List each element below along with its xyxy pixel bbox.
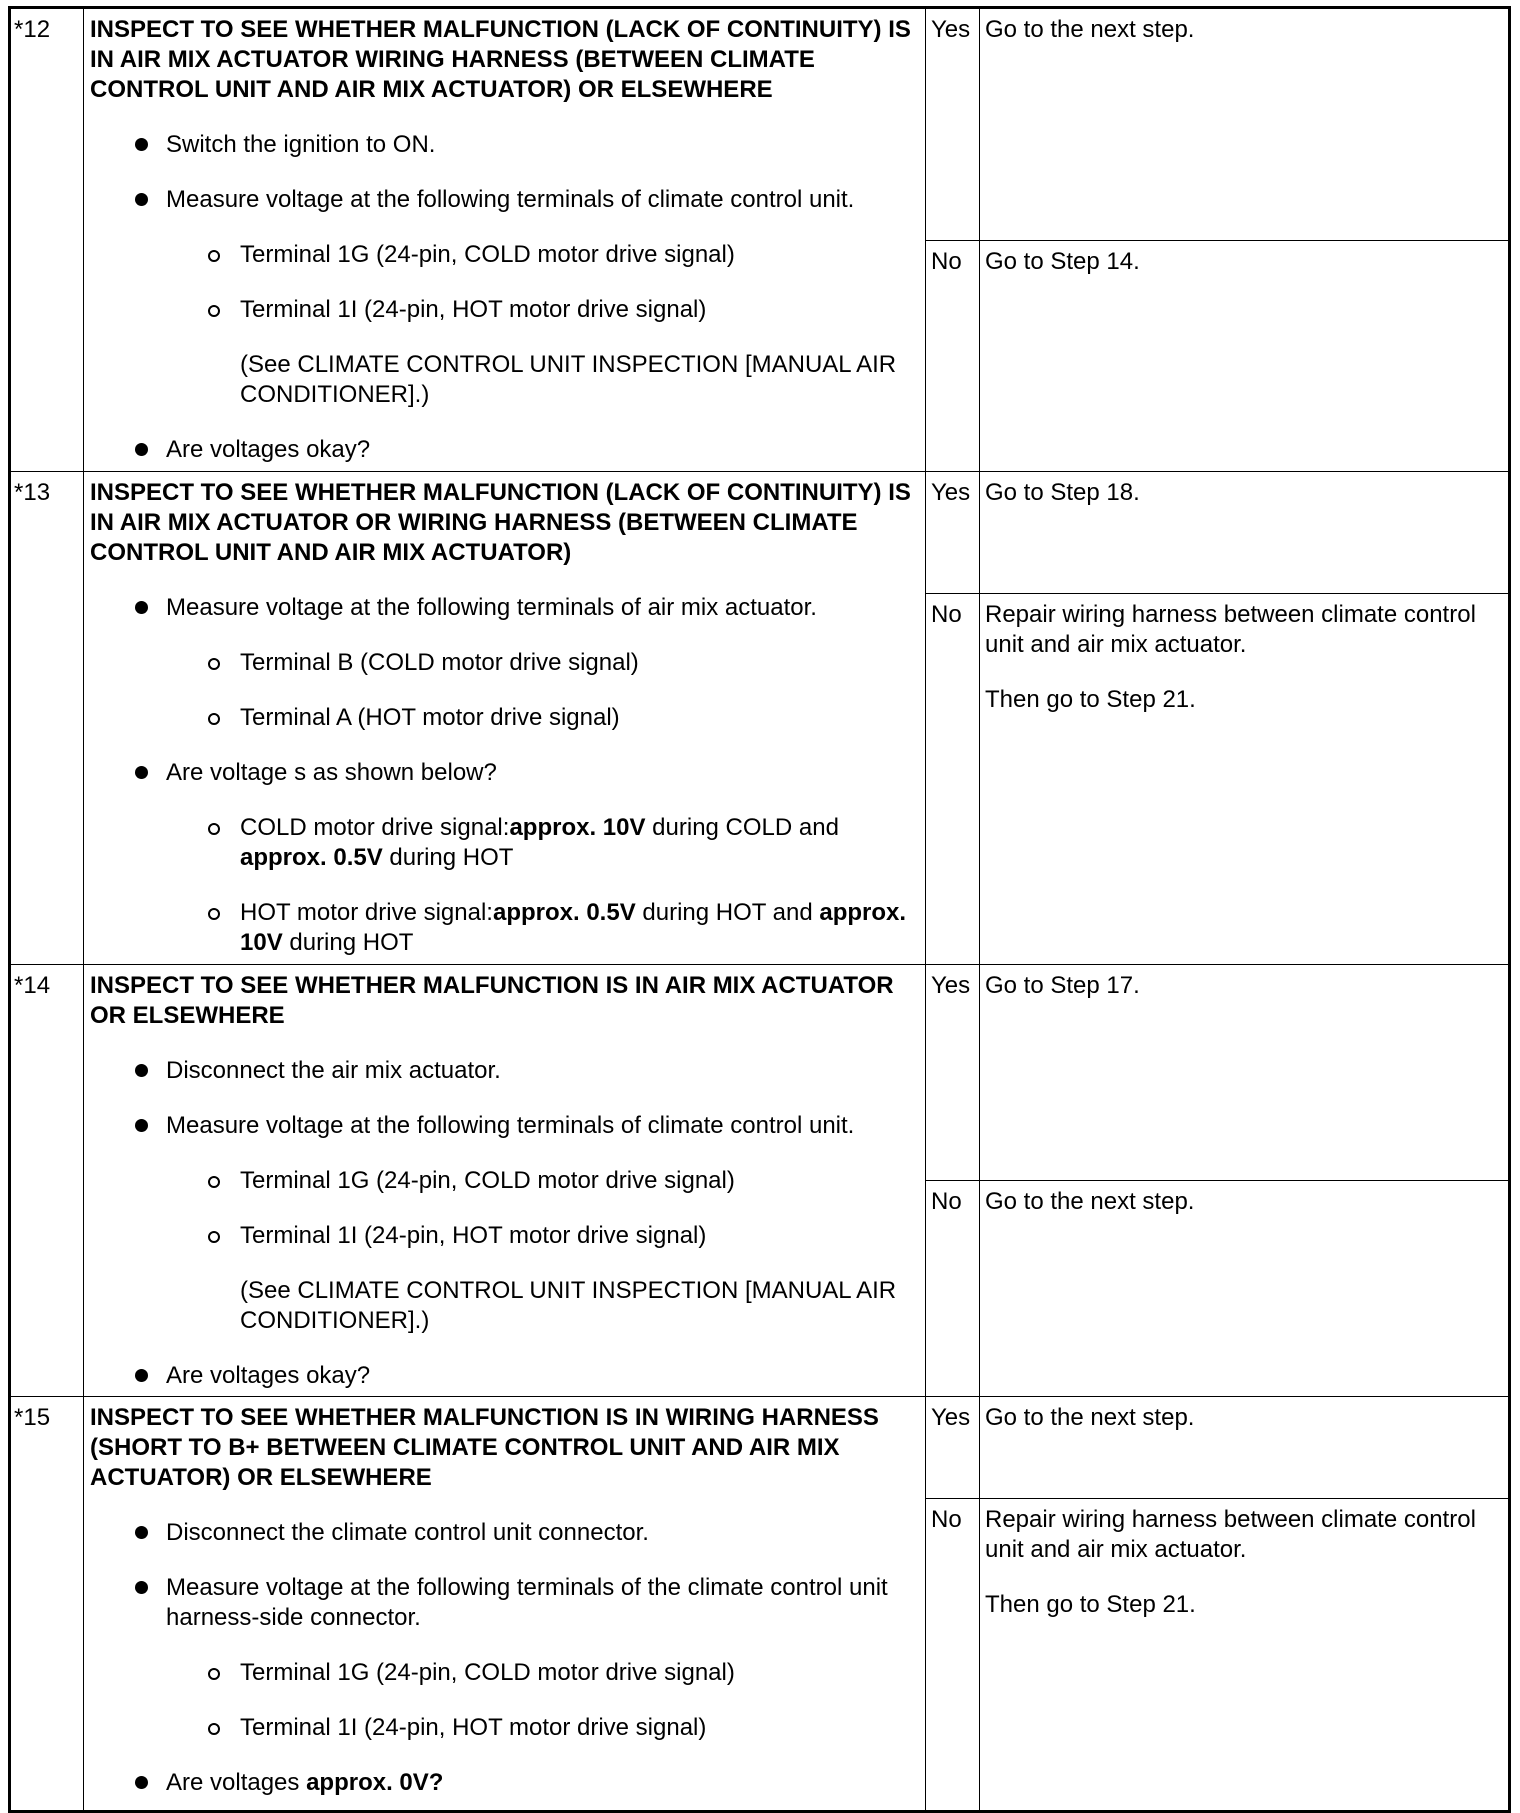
step-title: INSPECT TO SEE WHETHER MALFUNCTION IS IN AIR MIX ACTUATOR OR ELSEWHERE [90,972,894,1029]
voltage-value: approx. 10V [509,814,646,841]
sub-bullet-item: Terminal 1G (24-pin, COLD motor drive signal) [90,240,919,270]
no-action [980,241,1510,472]
bullet-item: Are voltages okay? [90,435,919,465]
voltage-value: approx. 0.5V [240,844,383,871]
action-text: Repair wiring harness between climate control unit and air mix actuator. [985,1506,1476,1563]
sub-bullet-item: Terminal 1I (24-pin, HOT motor drive signal) [90,295,919,325]
step-title: INSPECT TO SEE WHETHER MALFUNCTION (LACK OF CONTINUITY) IS IN AIR MIX ACTUATOR OR WIRING HARNESS (BETWEEN CLIMATE CONTROL UNIT AND AIR MIX ACTUATOR) [90,479,911,566]
sub-bullet-item: Terminal 1G (24-pin, COLD motor drive signal) [90,1658,919,1688]
no-label: No [926,241,980,472]
action-text: Repair wiring harness between climate control unit and air mix actuator. [985,601,1476,658]
condition-text: during HOT and [635,899,820,926]
condition-text: during HOT [382,844,514,871]
bullet-item: Are voltage s as shown below? [90,758,919,788]
no-label: No [926,1181,980,1397]
yes-action [980,965,1510,1181]
action-text: Then go to Step 21. [985,686,1196,713]
step-row-13 [10,472,1510,594]
yes-action [980,1397,1510,1499]
action-text: Go to the next step. [985,1404,1195,1431]
yes-label: Yes [926,8,980,241]
no-label: No [926,1499,980,1812]
bullet-item: Are voltages okay? [90,1361,919,1391]
reference-note: (See CLIMATE CONTROL UNIT INSPECTION [MANUAL AIR CONDITIONER].) [240,351,897,408]
yes-action [980,472,1510,594]
action-text: Go to Step 17. [985,972,1140,999]
action-text: Go to the next step. [985,1188,1195,1215]
bullet-item: Measure voltage at the following terminals of climate control unit. [90,185,919,215]
action-text: Go to Step 14. [985,248,1140,275]
sub-bullet-item: Terminal B (COLD motor drive signal) [90,648,919,678]
question-text: Are voltages [166,1769,307,1796]
signal-label: COLD motor drive signal: [240,814,510,841]
bullet-item: Measure voltage at the following terminals of air mix actuator. [90,593,919,623]
no-action [980,1499,1510,1812]
action-text: Go to the next step. [985,16,1195,43]
no-label: No [926,594,980,965]
step-description [84,1397,926,1812]
step-number: *14 [10,965,84,1397]
sub-bullet-item [90,813,919,873]
sub-bullet-item: Terminal 1I (24-pin, HOT motor drive signal) [90,1713,919,1743]
step-description [84,8,926,472]
step-title: INSPECT TO SEE WHETHER MALFUNCTION (LACK OF CONTINUITY) IS IN AIR MIX ACTUATOR WIRING HARNESS (BETWEEN CLIMATE CONTROL UNIT AND AIR MIX ACTUATOR) OR ELSEWHERE [90,16,911,103]
step-row-12 [10,8,1510,241]
voltage-value: approx. 10V [240,899,907,956]
signal-label: HOT motor drive signal: [240,899,493,926]
voltage-value: approx. 0.5V [492,899,636,926]
bullet-item: Switch the ignition to ON. [90,130,919,160]
action-text: Go to Step 18. [985,479,1140,506]
yes-label: Yes [926,1397,980,1499]
step-number: *13 [10,472,84,965]
bullet-item: Disconnect the air mix actuator. [90,1056,919,1086]
bullet-item: Disconnect the climate control unit connector. [90,1518,919,1548]
condition-text: during COLD and [645,814,839,841]
yes-action [980,8,1510,241]
step-row-15 [10,1397,1510,1499]
condition-text: during HOT [282,929,414,956]
sub-bullet-item: Terminal A (HOT motor drive signal) [90,703,919,733]
sub-bullet-item: Terminal 1G (24-pin, COLD motor drive signal) [90,1166,919,1196]
yes-label: Yes [926,965,980,1181]
no-action [980,1181,1510,1397]
step-description [84,965,926,1397]
bullet-item: Measure voltage at the following terminals of the climate control unit harness-side connector. [90,1573,919,1633]
step-row-14 [10,965,1510,1181]
voltage-value: approx. 0V? [306,1769,444,1796]
step-number: *12 [10,8,84,472]
step-description [84,472,926,965]
sub-bullet-item [90,898,919,958]
yes-label: Yes [926,472,980,594]
bullet-item: Measure voltage at the following terminals of climate control unit. [90,1111,919,1141]
sub-bullet-item: Terminal 1I (24-pin, HOT motor drive signal) [90,1221,919,1251]
troubleshooting-table [8,6,1511,1813]
step-title: INSPECT TO SEE WHETHER MALFUNCTION IS IN WIRING HARNESS (SHORT TO B+ BETWEEN CLIMATE CONTROL UNIT AND AIR MIX ACTUATOR) OR ELSEWHERE [90,1404,879,1491]
action-text: Then go to Step 21. [985,1591,1196,1618]
procedure-page [8,6,1508,1800]
step-number: *15 [10,1397,84,1812]
bullet-item [90,1768,919,1798]
reference-note: (See CLIMATE CONTROL UNIT INSPECTION [MANUAL AIR CONDITIONER].) [240,1277,897,1334]
no-action [980,594,1510,965]
